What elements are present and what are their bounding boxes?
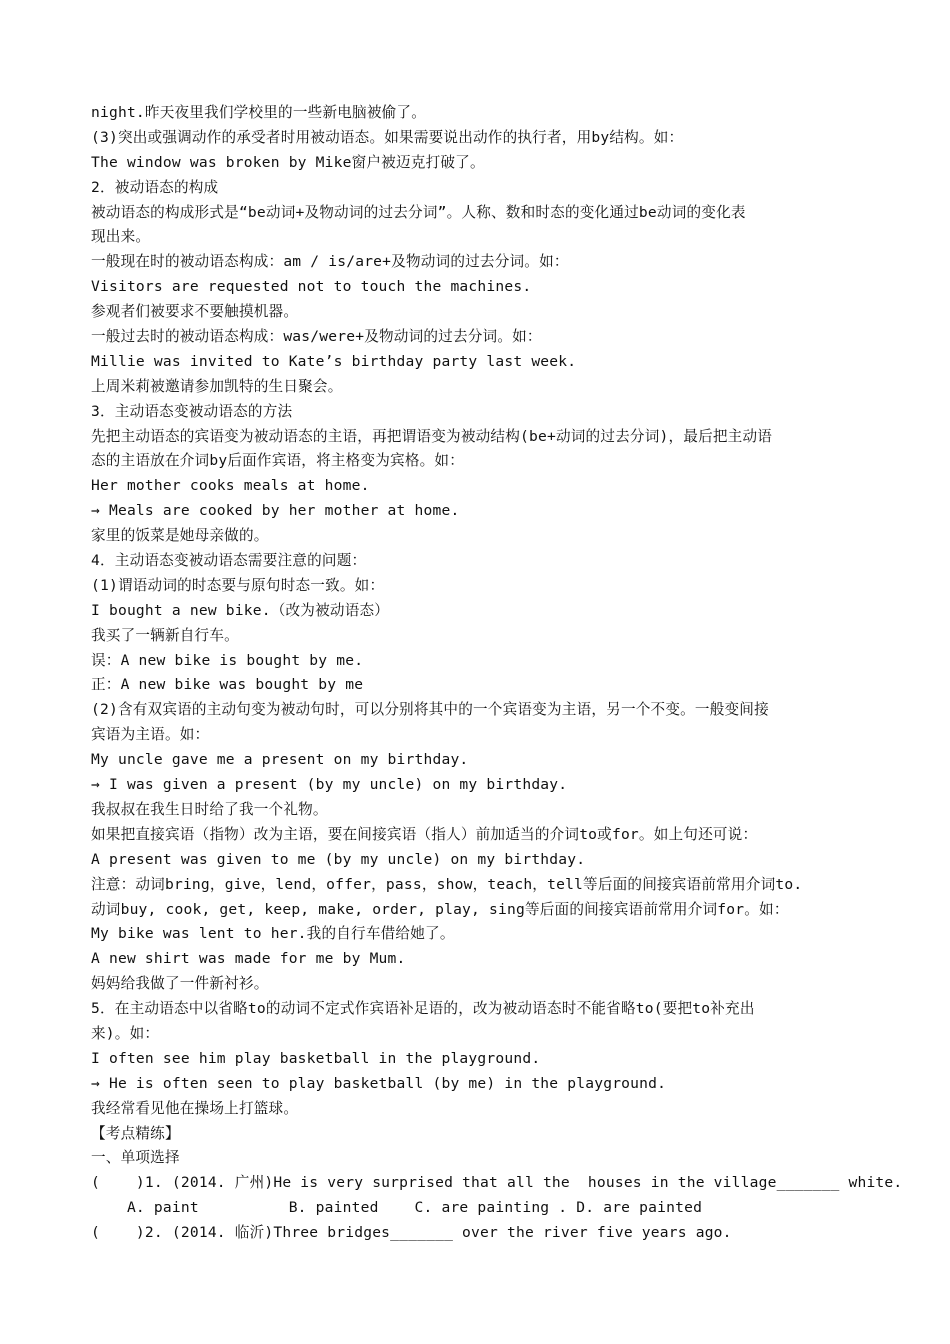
text-line: 家里的饭菜是她母亲做的。 [91, 527, 269, 545]
example-sentence: I bought a new bike.（改为被动语态） [91, 601, 390, 619]
text-line: 上周米莉被邀请参加凯特的生日聚会。 [91, 377, 343, 395]
text-line: 参观者们被要求不要触摸机器。 [91, 303, 299, 321]
example-sentence: → He is often seen to play basketball (by me) in the playground. [91, 1074, 667, 1092]
text-line: 妈妈给我做了一件新衬衫。 [91, 975, 269, 993]
section-heading: 4．主动语态变被动语态需要注意的问题： [91, 552, 367, 570]
text-line: 先把主动语态的宾语变为被动语态的主语，再把谓语变为被动结构(be+动词的过去分词)，最后把主动语 [91, 427, 773, 445]
text-line: night.昨天夜里我们学校里的一些新电脑被偷了。 [91, 104, 426, 121]
question-2: ( )2. (2014. 临沂)Three bridges_______ over the river five years ago. [91, 1224, 732, 1242]
example-sentence: → Meals are cooked by her mother at home. [91, 502, 460, 520]
text-line: 我买了一辆新自行车。 [91, 626, 239, 644]
text-line: 被动语态的构成形式是“be动词+及物动词的过去分词”。人称、数和时态的变化通过be动词的变化表 [91, 203, 746, 221]
example-sentence: A present was given to me (by my uncle) on my birthday. [91, 850, 586, 868]
text-line: 注意：动词bring，give，lend，offer，pass，show，teach，tell等后面的间接宾语前常用介词to. [91, 875, 803, 893]
text-line: 现出来。 [91, 228, 151, 246]
question-1: ( )1. (2014. 广州)He is very surprised that all the houses in the village_______ white. [91, 1174, 903, 1192]
example-sentence: I often see him play basketball in the playground. [91, 1049, 541, 1067]
text-line: 态的主语放在介词by后面作宾语，将主格变为宾格。如： [91, 452, 465, 470]
section-heading: 5．在主动语态中以省略to的动词不定式作宾语补足语的，改为被动语态时不能省略to(要把to补充出 [91, 1000, 755, 1018]
example-sentence: My bike was lent to her.我的自行车借给她了。 [91, 925, 455, 943]
text-line: 宾语为主语。如： [91, 726, 210, 744]
example-sentence: A new shirt was made for me by Mum. [91, 950, 406, 968]
text-line: (3)突出或强调动作的承受者时用被动语态。如果需要说出动作的执行者，用by结构。如： [91, 128, 684, 146]
section-heading: 2．被动语态的构成 [91, 178, 219, 196]
example-sentence: → I was given a present (by my uncle) on my birthday. [91, 776, 568, 794]
text-line: (1)谓语动词的时态要与原句时态一致。如： [91, 576, 385, 594]
text-line: 动词buy, cook, get, keep, make, order, play, sing等后面的间接宾语前常用介词for。如： [91, 900, 789, 918]
example-sentence: Millie was invited to Kate’s birthday party last week. [91, 352, 577, 370]
text-line: 来)。如： [91, 1024, 160, 1042]
section-heading: 3．主动语态变被动语态的方法 [91, 402, 293, 420]
example-sentence: 正：A new bike was bought by me [91, 676, 364, 694]
text-line: 如果把直接宾语（指物）改为主语，要在间接宾语（指人）前加适当的介词to或for。如上句还可说： [91, 825, 758, 843]
document-body [91, 101, 903, 1246]
text-line: 我叔叔在我生日时给了我一个礼物。 [91, 800, 328, 818]
text-line: 一般现在时的被动语态构成：am / is/are+及物动词的过去分词。如： [91, 253, 569, 271]
exercise-subheading: 一、单项选择 [91, 1149, 180, 1167]
text-line: 我经常看见他在操场上打篮球。 [91, 1099, 299, 1117]
text-line: (2)含有双宾语的主动句变为被动句时，可以分别将其中的一个宾语变为主语，另一个不变。一般变间接 [91, 701, 769, 719]
text-line: 一般过去时的被动语态构成：was/were+及物动词的过去分词。如： [91, 328, 542, 346]
question-1-options: A. paint B. painted C. are painting . D. are painted [91, 1199, 703, 1217]
example-sentence: 误：A new bike is bought by me. [91, 651, 364, 669]
example-sentence: My uncle gave me a present on my birthday. [91, 751, 469, 769]
text-line: The window was broken by Mike窗户被迈克打破了。 [91, 153, 485, 171]
example-sentence: Her mother cooks meals at home. [91, 477, 370, 495]
exercise-heading: 【考点精练】 [91, 1124, 180, 1142]
example-sentence: Visitors are requested not to touch the machines. [91, 278, 532, 296]
